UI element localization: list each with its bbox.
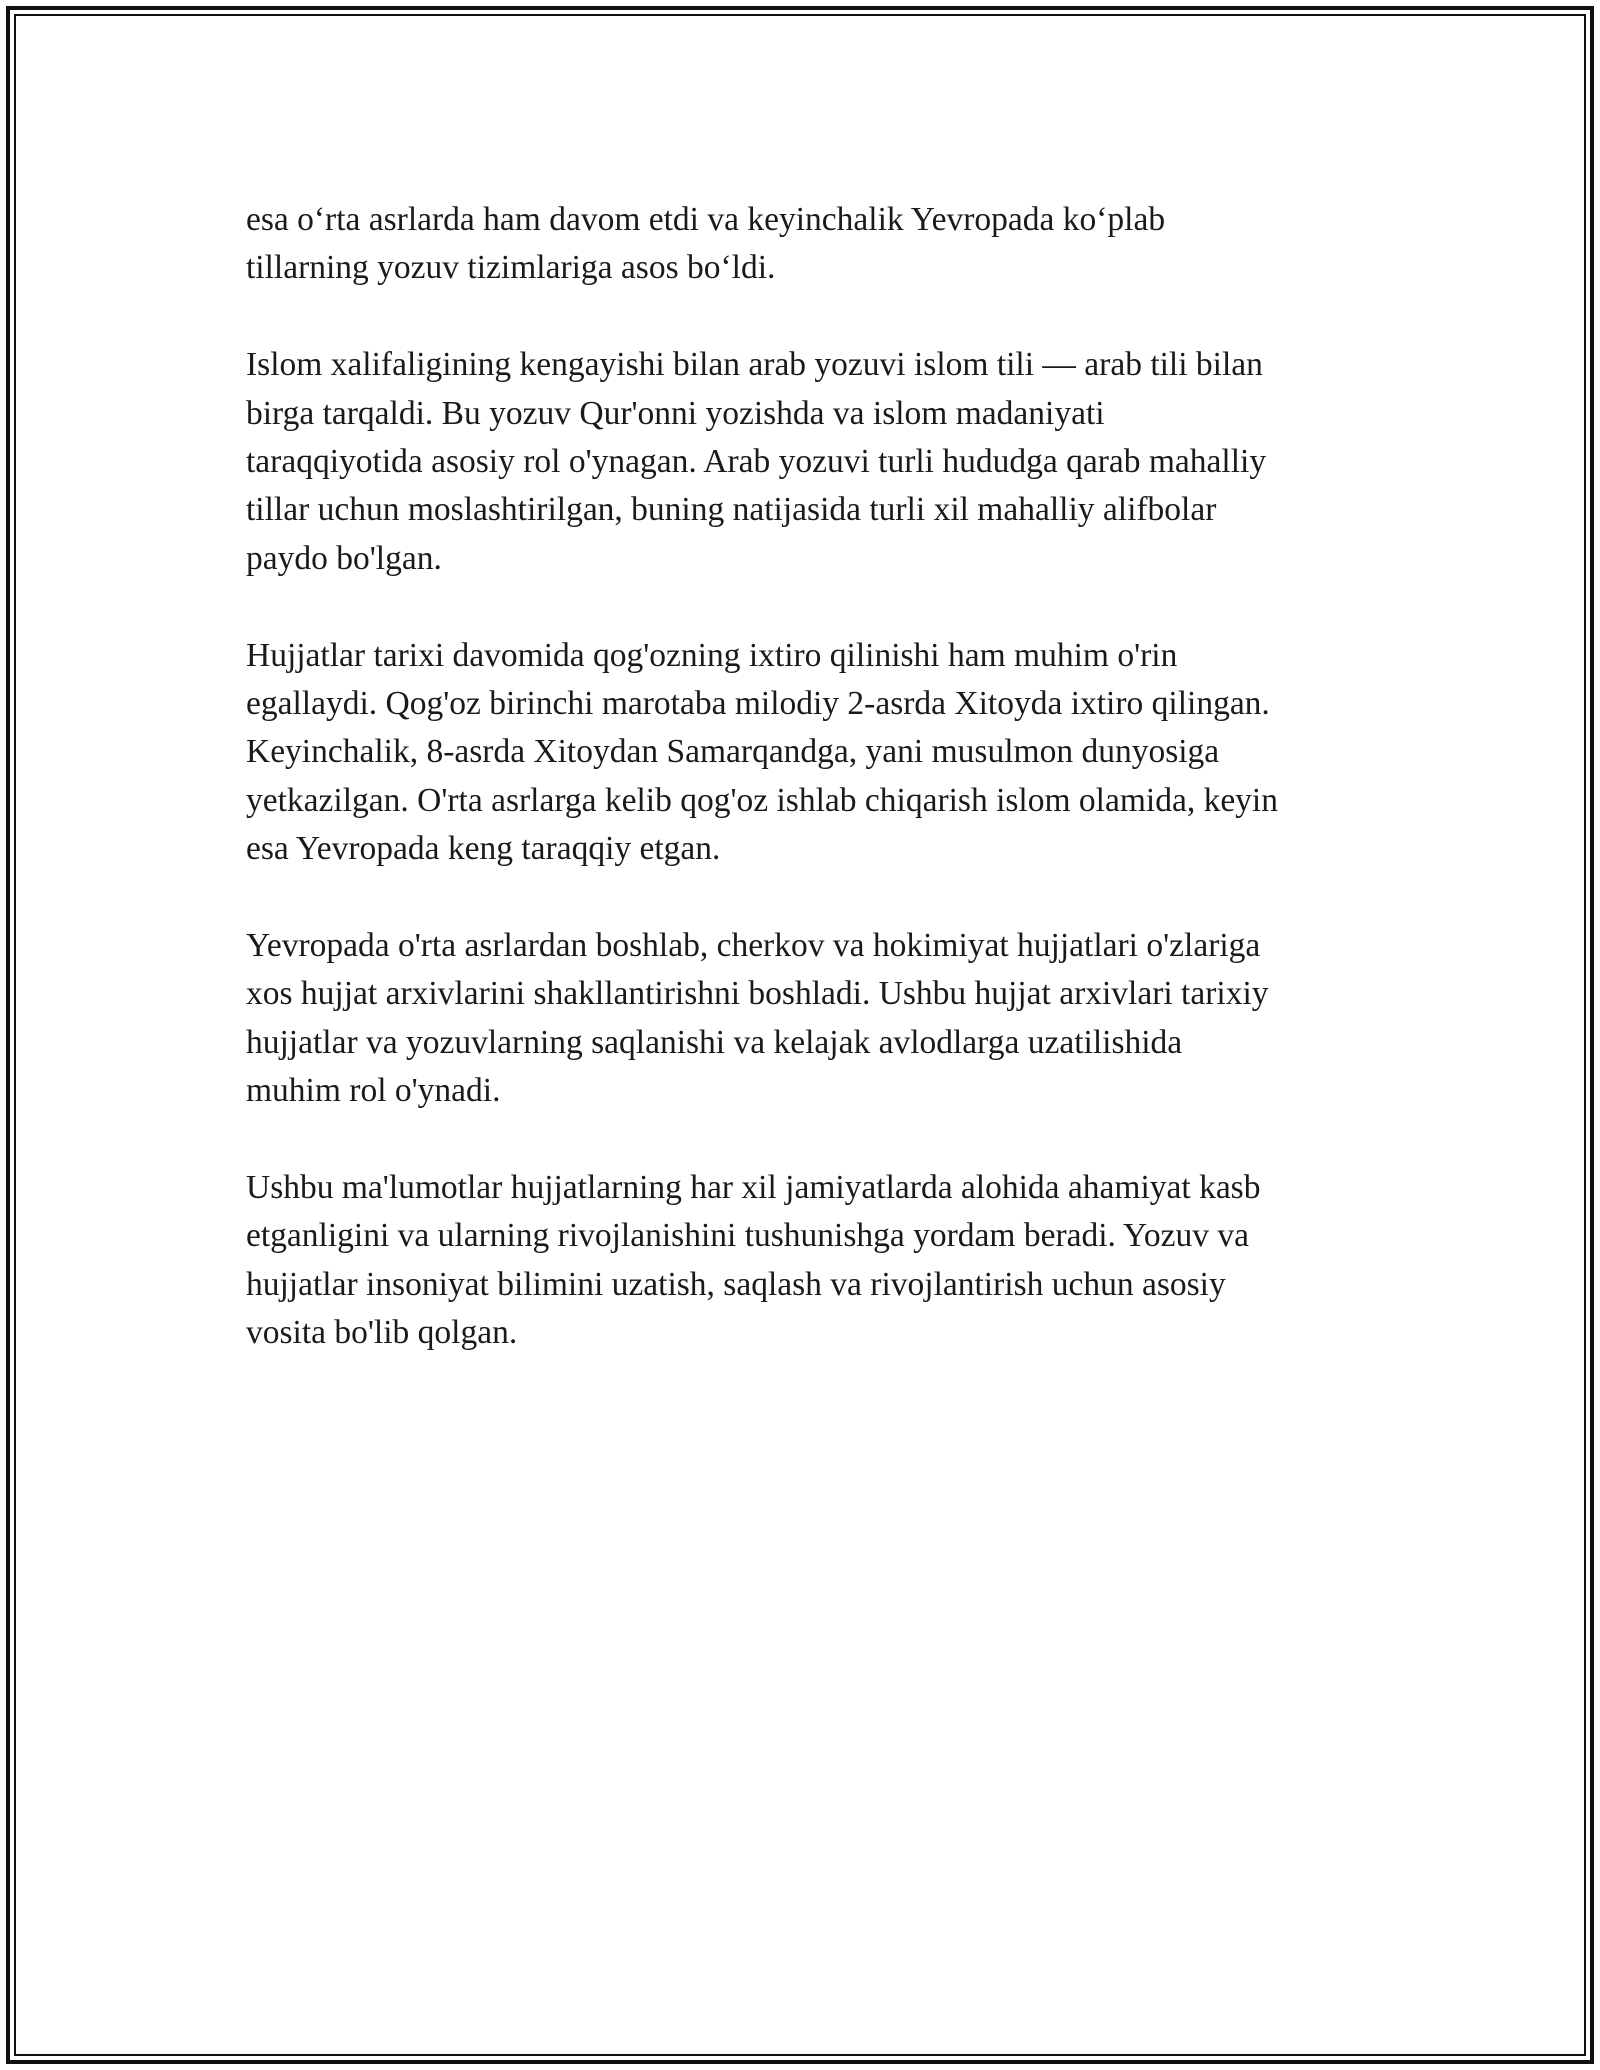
paragraph-line: Ushbu ma'lumotlar hujjatlarning har xil jamiyatlarda alohida ahamiyat kasb	[246, 1169, 1261, 1207]
paragraph-line: etganligini va ularning rivojlanishini tushunishga yordam beradi. Yozuv va	[246, 1217, 1249, 1255]
page-frame	[6, 6, 1594, 2064]
paragraph-line: taraqqiyotida asosiy rol o'ynagan. Arab yozuvi turli hududga qarab mahalliy	[246, 443, 1267, 481]
paragraph-4	[246, 922, 1406, 1116]
paragraph-line: hujjatlar va yozuvlarning saqlanishi va kelajak avlodlarga uzatilishida	[246, 1023, 1183, 1061]
paragraph-line: Keyinchalik, 8-asrda Xitoydan Samarqandga, yani musulmon dunyosiga	[246, 733, 1220, 771]
paragraph-line: vosita bo'lib qolgan.	[246, 1314, 518, 1352]
paragraph-line: esa Yevropada keng taraqqiy etgan.	[246, 830, 721, 868]
document-body	[246, 196, 1406, 1406]
paragraph-1	[246, 196, 1406, 293]
paragraph-line: yetkazilgan. O'rta asrlarga kelib qog'oz ishlab chiqarish islom olamida, keyin	[246, 781, 1278, 819]
paragraph-line: hujjatlar insoniyat bilimini uzatish, saqlash va rivojlantirish uchun asosiy	[246, 1265, 1226, 1303]
paragraph-line: birga tarqaldi. Bu yozuv Qur'onni yozishda va islom madaniyati	[246, 394, 1105, 432]
paragraph-line: muhim rol o'ynadi.	[246, 1072, 501, 1110]
paragraph-line: esa o‘rta asrlarda ham davom etdi va keyinchalik Yevropada ko‘plab	[246, 201, 1166, 238]
paragraph-3	[246, 632, 1406, 874]
paragraph-line: xos hujjat arxivlarini shakllantirishni boshladi. Ushbu hujjat arxivlari tarixiy	[246, 975, 1269, 1013]
paragraph-line: tillar uchun moslashtirilgan, buning natijasida turli xil mahalliy alifbolar	[246, 491, 1217, 529]
paragraph-2	[246, 341, 1406, 583]
paragraph-line: Yevropada o'rta asrlardan boshlab, cherkov va hokimiyat hujjatlari o'zlariga	[246, 927, 1261, 965]
paragraph-line: Hujjatlar tarixi davomida qog'ozning ixtiro qilinishi ham muhim o'rin	[246, 636, 1178, 674]
paragraph-line: paydo bo'lgan.	[246, 539, 442, 577]
paragraph-line: egallaydi. Qog'oz birinchi marotaba milodiy 2-asrda Xitoyda ixtiro qilingan.	[246, 685, 1270, 723]
paragraph-line: Islom xalifaligining kengayishi bilan arab yozuvi islom tili — arab tili bilan	[246, 346, 1263, 384]
paragraph-5	[246, 1164, 1406, 1358]
paragraph-line: tillarning yozuv tizimlariga asos bo‘ldi.	[246, 249, 776, 287]
